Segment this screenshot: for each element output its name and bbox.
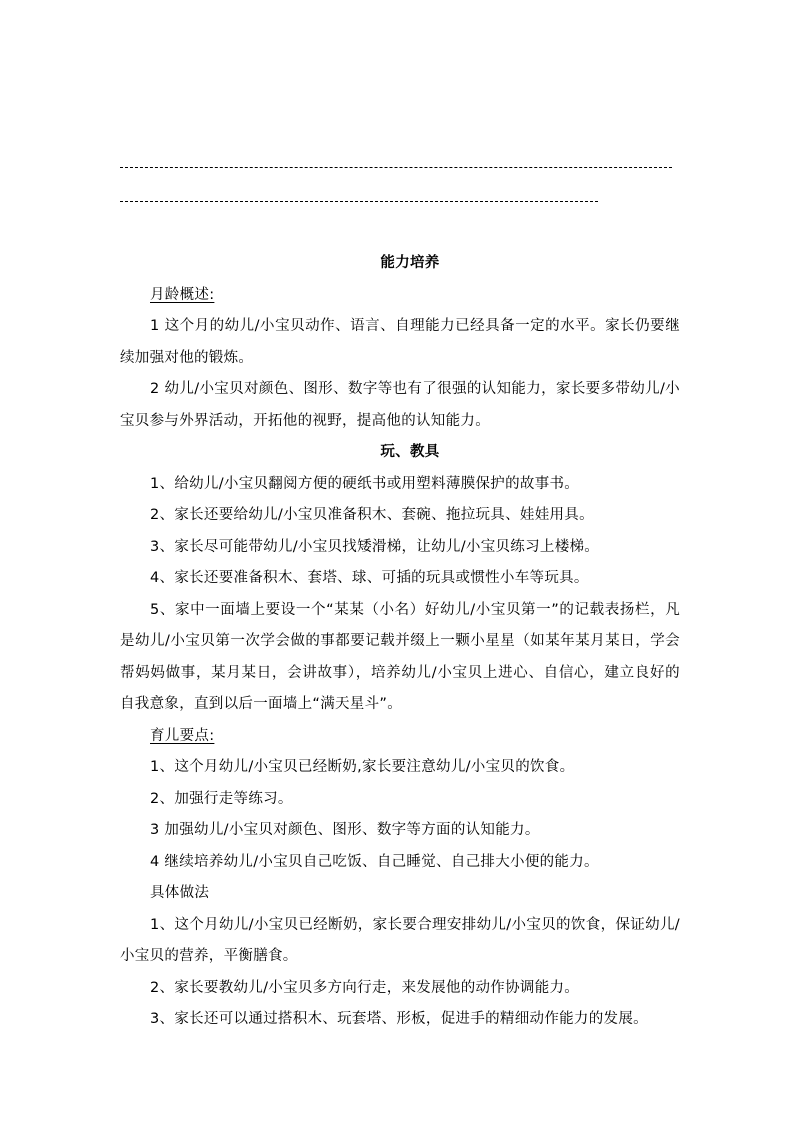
care-label: 育儿要点: <box>150 727 215 744</box>
method-item-2: 2、家长要教幼儿/小宝贝多方向行走，来发展他的动作协调能力。 <box>150 979 580 996</box>
method-item-1: 1、这个月幼儿/小宝贝已经断奶，家长要合理安排幼儿/小宝贝的饮食，保证幼儿/小宝贝的营养，平衡膳食。 <box>120 916 680 964</box>
toys-heading: 玩、教具 <box>380 444 440 460</box>
overview-label: 月龄概述: <box>150 286 215 303</box>
overview-paragraph-1: 1 这个月的幼儿/小宝贝动作、语言、自理能力已经具备一定的水平。家长仍要继续加强对他的锻炼。 <box>120 318 680 366</box>
overview-label-line <box>120 280 680 312</box>
dashed-divider-top <box>120 167 672 168</box>
toys-item-1: 1、给幼儿/小宝贝翻阅方便的硬纸书或用塑料薄膜保护的故事书。 <box>150 475 580 492</box>
method-label: 具体做法 <box>150 885 210 901</box>
care-label-line <box>120 721 680 753</box>
care-item-4: 4 继续培养幼儿/小宝贝自己吃饭、自己睡觉、自己排大小便的能力。 <box>150 853 599 870</box>
care-item-1: 1、这个月幼儿/小宝贝已经断奶,家长要注意幼儿/小宝贝的饮食。 <box>150 759 575 775</box>
toys-item-5: 5、家中一面墙上要设一个“某某（小名）好幼儿/小宝贝第一”的记载表扬栏，凡是幼儿/小宝贝第一次学会做的事都要记载并缀上一颗小星星（如某年某月某日，学会帮妈妈做事，某月某日，会讲故事），培养幼儿/小宝贝上进心、自信心，建立良好的自我意象，直到以后一面墙上“满天星斗”。 <box>120 601 680 712</box>
care-item-3: 3 加强幼儿/小宝贝对颜色、图形、数字等方面的认知能力。 <box>150 822 540 838</box>
method-item-3: 3、家长还可以通过搭积木、玩套塔、形板，促进手的精细动作能力的发展。 <box>150 1011 648 1027</box>
toys-item-3: 3、家长尽可能带幼儿/小宝贝找矮滑梯，让幼儿/小宝贝练习上楼梯。 <box>150 538 600 555</box>
toys-item-4: 4、家长还要准备积木、套塔、球、可插的玩具或惯性小车等玩具。 <box>150 570 589 586</box>
document-body <box>120 248 680 1036</box>
document-title: 能力培养 <box>380 255 440 271</box>
overview-paragraph-2: 2 幼儿/小宝贝对颜色、图形、数字等也有了很强的认知能力，家长要多带幼儿/小宝贝参与外界活动，开拓他的视野，提高他的认知能力。 <box>120 381 680 429</box>
dashed-divider-bottom <box>120 201 598 202</box>
care-item-2: 2、加强行走等练习。 <box>150 790 293 807</box>
toys-item-2: 2、家长还要给幼儿/小宝贝准备积木、套碗、拖拉玩具、娃娃用具。 <box>150 507 594 523</box>
